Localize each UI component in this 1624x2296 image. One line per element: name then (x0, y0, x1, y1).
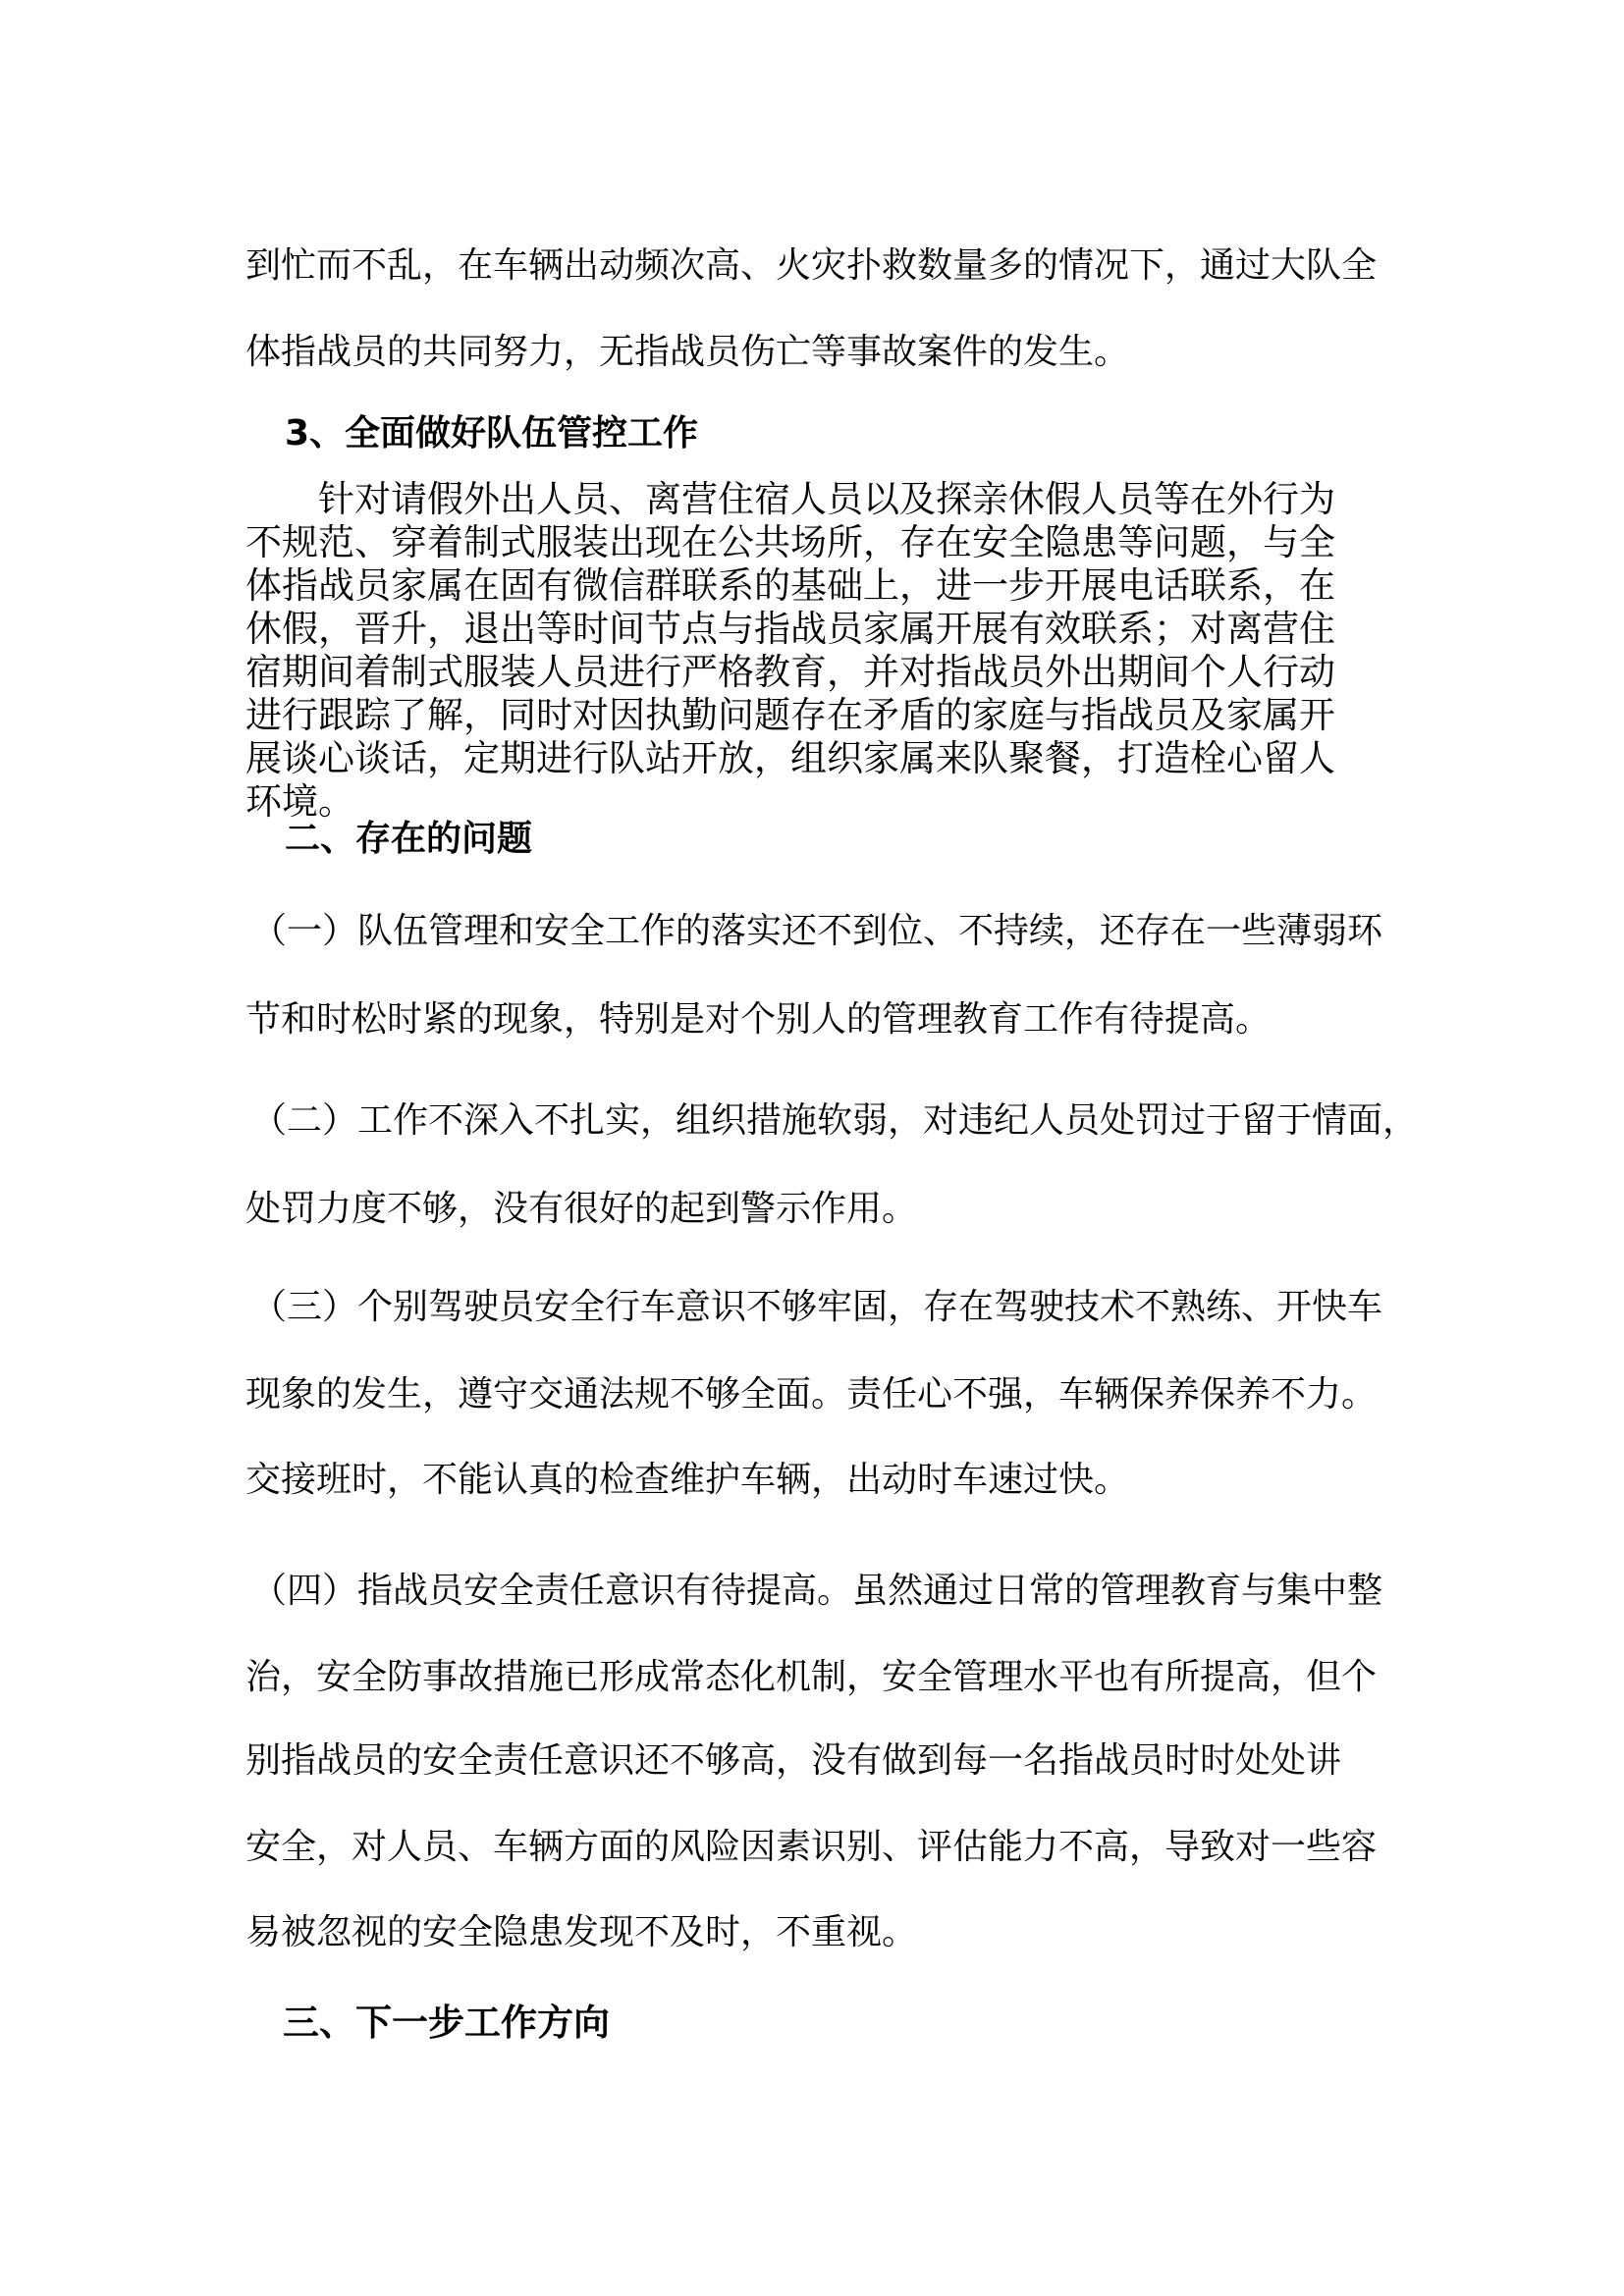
part-heading: 三、下一步工作方向 (283, 2001, 610, 2044)
paragraph-line: 休假，晋升，退出等时间节点与指战员家属开展有效联系；对离营住 (245, 608, 1335, 650)
problem-item-line: 现象的发生，遵守交通法规不够全面。责任心不强，车辆保养保养不力。 (245, 1374, 1378, 1415)
problem-item-line: 治，安全防事故措施已形成常态化机制，安全管理水平也有所提高，但个 (245, 1657, 1378, 1697)
paragraph-line: 环境。 (245, 780, 354, 823)
section-heading: 3、全面做好队伍管控工作 (285, 413, 699, 454)
part-heading: 二、存在的问题 (285, 819, 533, 859)
problem-item-line: 节和时松时紧的现象，特别是对个别人的管理教育工作有待提高。 (245, 999, 1272, 1040)
problem-item-line: 交接班时，不能认真的检查维护车辆，出动时车速过快。 (245, 1460, 1130, 1500)
paragraph-line: 展谈心谈话，定期进行队站开放，组织家属来队聚餐，打造栓心留人 (245, 737, 1335, 779)
paragraph-line: 体指战员的共同努力，无指战员伤亡等事故案件的发生。 (245, 332, 1130, 372)
problem-item-line: （三）个别驾驶员安全行车意识不够牢固，存在驾驶技术不熟练、开快车 (251, 1287, 1383, 1327)
problem-item-line: （四）指战员安全责任意识有待提高。虽然通过日常的管理教育与集中整 (251, 1571, 1383, 1611)
paragraph-line: 宿期间着制式服装人员进行严格教育，并对指战员外出期间个人行动 (245, 651, 1335, 693)
problem-item-line: 安全，对人员、车辆方面的风险因素识别、评估能力不高，导致对一些容 (245, 1827, 1378, 1867)
problem-item-line: 别指战员的安全责任意识还不够高，没有做到每一名指战员时时处处讲 (245, 1740, 1342, 1781)
problem-item-line: （一）队伍管理和安全工作的落实还不到位、不持续，还存在一些薄弱环 (251, 911, 1383, 951)
paragraph-line: 针对请假外出人员、离营住宿人员以及探亲休假人员等在外行为 (245, 478, 1335, 520)
paragraph-line: 不规范、穿着制式服装出现在公共场所，存在安全隐患等问题，与全 (245, 521, 1335, 563)
paragraph-line: 体指战员家属在固有微信群联系的基础上，进一步开展电话联系，在 (245, 564, 1335, 607)
paragraph-line: 进行跟踪了解，同时对因执勤问题存在矛盾的家庭与指战员及家属开 (245, 694, 1335, 736)
problem-item-line: 易被忽视的安全隐患发现不及时，不重视。 (245, 1912, 918, 1952)
problem-item-line: 处罚力度不够，没有很好的起到警示作用。 (245, 1189, 918, 1229)
problem-item-line: （二）工作不深入不扎实，组织措施软弱，对违纪人员处罚过于留于情面， (251, 1100, 1419, 1141)
paragraph-line: 到忙而不乱，在车辆出动频次高、火灾扑救数量多的情况下，通过大队全 (245, 245, 1378, 286)
